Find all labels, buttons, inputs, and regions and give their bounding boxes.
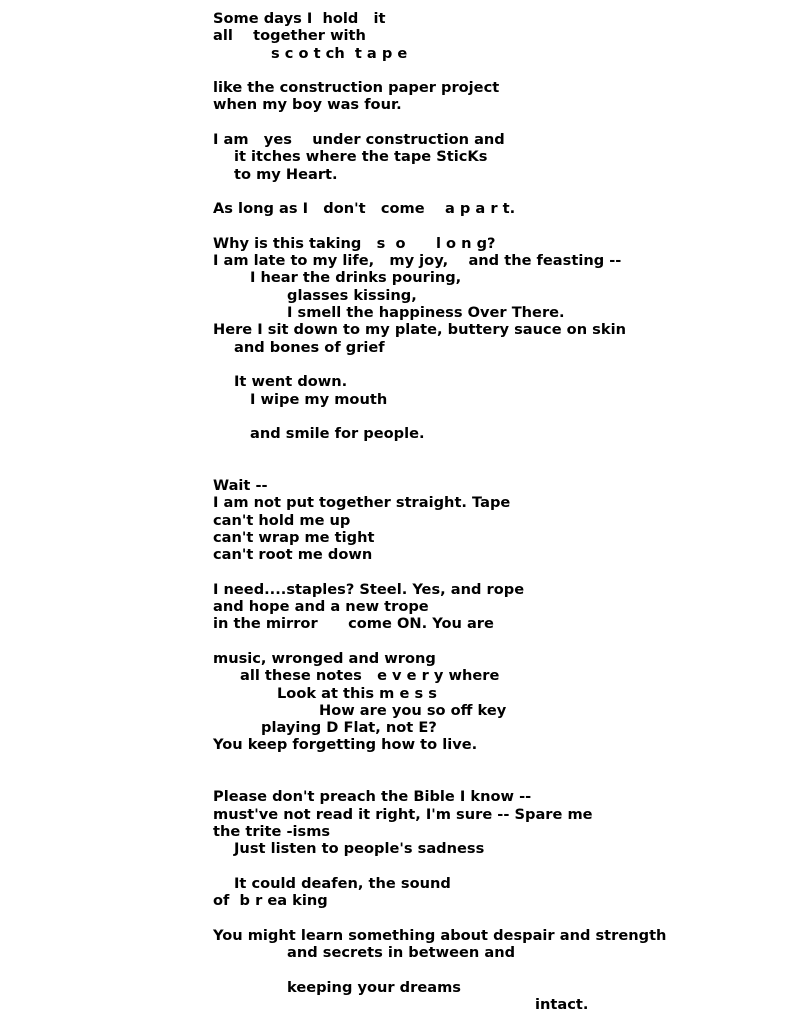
blank-line bbox=[213, 114, 783, 131]
blank-line bbox=[213, 442, 783, 459]
poem-line: Some days I hold it bbox=[213, 10, 386, 27]
poem-line: I smell the happiness Over There. bbox=[287, 304, 565, 322]
poem-line: can't wrap me tight bbox=[213, 528, 375, 546]
poem-line: like the construction paper project bbox=[213, 79, 500, 97]
poem-line: playing D Flat, not E? bbox=[261, 719, 437, 737]
poem-line: and bones of grief bbox=[234, 338, 385, 356]
blank-line bbox=[213, 564, 783, 581]
blank-line bbox=[213, 633, 783, 650]
poem-line: glasses kissing, bbox=[287, 286, 417, 304]
poem-line: s c o t ch t a p e bbox=[271, 44, 408, 62]
poem-line: I am late to my life, my joy, and the feasting -- bbox=[213, 252, 622, 270]
poem-line: to my Heart. bbox=[234, 165, 338, 183]
poem-body bbox=[213, 10, 783, 1013]
poem-line: the trite -isms bbox=[213, 822, 331, 840]
poem-line: it itches where the tape SticKs bbox=[234, 148, 488, 166]
poem-line: of b r ea king bbox=[213, 892, 328, 910]
poem-line: I hear the drinks pouring, bbox=[250, 269, 462, 287]
blank-line bbox=[213, 858, 783, 875]
blank-line bbox=[213, 183, 783, 200]
blank-line bbox=[213, 62, 783, 79]
blank-line bbox=[213, 460, 783, 477]
poem-line: Just listen to people's sadness bbox=[234, 840, 485, 858]
poem-line: As long as I don't come a p a r t. bbox=[213, 200, 516, 218]
blank-line bbox=[213, 356, 783, 373]
poem-line: It went down. bbox=[234, 373, 348, 391]
poem-line: Why is this taking s o l o n g? bbox=[213, 234, 496, 252]
blank-line bbox=[213, 909, 783, 926]
blank-line bbox=[213, 961, 783, 978]
poem-line: can't root me down bbox=[213, 546, 373, 564]
poem-line: can't hold me up bbox=[213, 511, 351, 529]
poem-line: intact. bbox=[535, 995, 589, 1013]
poem-line: Look at this m e s s bbox=[277, 684, 437, 702]
poem-line: keeping your dreams bbox=[287, 978, 461, 996]
poem-line: It could deafen, the sound bbox=[234, 874, 451, 892]
poem-line: in the mirror come ON. You are bbox=[213, 615, 494, 633]
poem-line: and smile for people. bbox=[250, 425, 425, 443]
poem-line: I wipe my mouth bbox=[250, 390, 388, 408]
poem-line: all together with bbox=[213, 27, 366, 45]
poem-line: How are you so off key bbox=[319, 701, 507, 719]
poem-line: Here I sit down to my plate, buttery sauce on skin bbox=[213, 321, 626, 339]
poem-line: all these notes e v e r y where bbox=[240, 667, 500, 685]
poem-line: Please don't preach the Bible I know -- bbox=[213, 788, 532, 806]
poem-line: when my boy was four. bbox=[213, 96, 402, 114]
poem-line: I am yes under construction and bbox=[213, 131, 505, 149]
poem-line: I need....staples? Steel. Yes, and rope bbox=[213, 580, 525, 598]
poem-line: music, wronged and wrong bbox=[213, 649, 436, 667]
poem-line: Wait -- bbox=[213, 477, 268, 495]
poem-line: I am not put together straight. Tape bbox=[213, 494, 511, 512]
blank-line bbox=[213, 754, 783, 771]
blank-line bbox=[213, 218, 783, 235]
poem-line: and hope and a new trope bbox=[213, 598, 429, 616]
poem-line: must've not read it right, I'm sure -- Spare me bbox=[213, 805, 593, 823]
poem-line: You might learn something about despair and strength bbox=[213, 926, 667, 944]
poem-line: and secrets in between and bbox=[287, 944, 516, 962]
poem-line: You keep forgetting how to live. bbox=[213, 736, 478, 754]
blank-line bbox=[213, 408, 783, 425]
blank-line bbox=[213, 771, 783, 788]
